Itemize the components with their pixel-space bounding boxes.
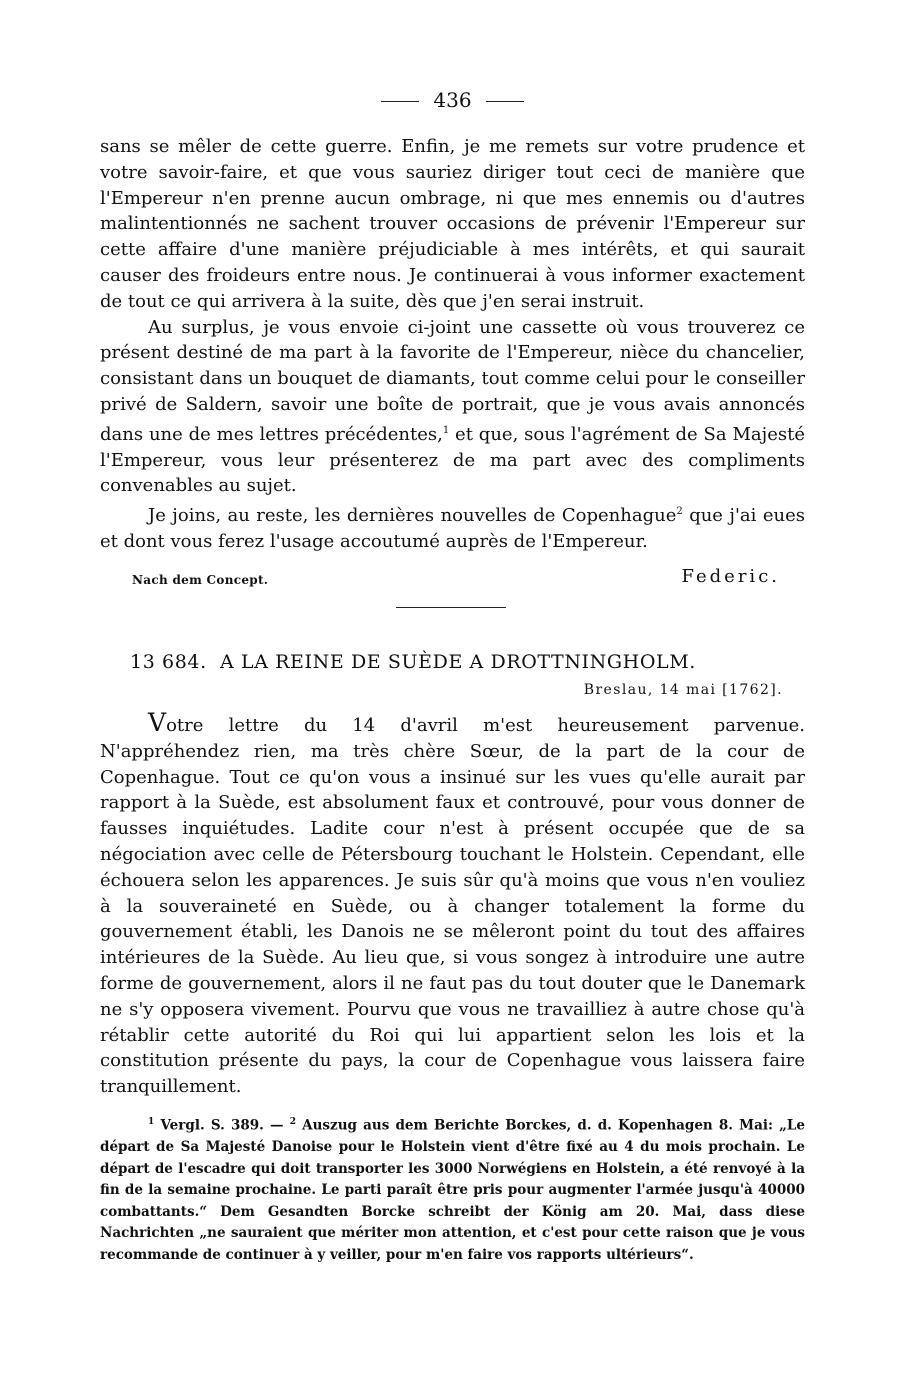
footnote-ref-2: 2 xyxy=(676,506,683,518)
paragraph-2-text-a: Au surplus, je vous envoie ci-joint une cassette où vous trouverez ce présent destiné de ma part à la favorite de l'Empereur, nièce du chancelier, consistant dans un bouquet de diamants, tout comme celui pour le conseiller privé de Saldern, savoir une boîte de portrait, que je vous avais annoncés dans une de mes lettres précédentes, xyxy=(100,316,805,445)
letter-title: A LA REINE DE SUÈDE A DROTTNINGHOLM. xyxy=(220,651,696,673)
letter-text: otre lettre du 14 d'avril m'est heureusement parvenue. N'appréhendez rien, ma très chère Sœur, de la part de la cour de Copenhague. Tout ce qu'on vous a insinué sur les vues qu'elle aurait par rapport à la Suède, est absolument faux et controuvé, pour vous donner de fausses inquiétudes. Ladite cour n'est à présent occupée que de sa négociation avec celle de Pétersbourg touchant le Holstein. Cependant, elle échouera selon les apparences. Je suis sûr qu'à moins que vous n'en vouliez à la souveraineté en Suède, ou à changer totalement la forme du gouvernement établi, les Danois ne se mêleront point du tout des affaires intérieures de la Suède. Au lieu que, si vous songez à introduire une autre forme de gouvernement, alors il ne faut pas du tout douter que le Danemark ne s'y opposera vivement. Pourvu que vous ne travailliez à autre chose qu'à rétablir cette autorité du Roi qui lui appartient selon les lois et la constitution présente du pays, la cour de Copenhague vous laissera faire tranquillement. xyxy=(100,715,805,1098)
page-number: 436 xyxy=(433,88,472,112)
paragraph-1 xyxy=(100,134,805,315)
page-header xyxy=(100,86,805,114)
header-dash-left xyxy=(381,101,419,102)
paragraph-2-text-b: et que, sous l'agrément de Sa Majesté l'Empereur, vous leur présenterez de ma part avec des compliments convenables au sujet. xyxy=(100,423,805,497)
initial-letter: V xyxy=(148,708,167,737)
footnote-marker-1: 1 xyxy=(148,1117,155,1127)
paragraph-1-text: sans se mêler de cette guerre. Enfin, je me remets sur votre prudence et votre savoir-faire, et que vous sauriez diriger tout ceci de manière que l'Empereur n'en prenne aucun ombrage, ni que mes ennemis ou d'autres malintentionnés ne sachent trouver occasions de prévenir l'Empereur sur cette affaire d'une manière préjudiciable à mes intérêts, et qui saurait causer des froideurs entre nous. Je continuerai à vous informer exactement de tout ce qui arrivera à la suite, dès que j'en serai instruit. xyxy=(100,136,805,312)
signature: Federic. xyxy=(681,566,780,587)
paragraph-3-text-a: Je joins, au reste, les dernières nouvelles de Copenhague xyxy=(148,505,677,527)
letter-heading xyxy=(130,648,805,676)
letter-number: 13 684. xyxy=(130,651,207,673)
footnote-2-text: Auszug aus dem Berichte Borckes, d. d. Kopenhagen 8. Mai: „Le départ de Sa Majesté Danoise pour le Holstein vient d'être fixé au 4 du mois prochain. Le départ de l'escadre qui doit transporter les 3000 Norwégiens en Holstein, a été renvoyé à la fin de la semaine prochaine. Le parti paraît être pris pour augmenter l'armée jusqu'à 40000 combattants.“ Dem Gesandten Borcke schreibt der König am 20. Mai, dass diese Nachrichten „ne sauraient que mériter mon attention, et c'est pour cette raison que je vous recommande de continuer à y veiller, pour m'en faire vos rapports ultérieurs“. xyxy=(100,1117,805,1264)
source-note: Nach dem Concept. xyxy=(132,573,269,587)
letter-paragraph xyxy=(100,710,805,1100)
letter-continuation xyxy=(100,134,805,555)
footnotes xyxy=(100,1112,805,1267)
footnote-1-text: Vergl. S. 389. — xyxy=(154,1117,290,1134)
footnote-paragraph xyxy=(100,1112,805,1267)
paragraph-3-text-b: que j'ai eues et dont vous ferez l'usage accoutumé auprès de l'Empereur. xyxy=(100,505,805,552)
header-dash-right xyxy=(486,101,524,102)
letter-body xyxy=(100,710,805,1100)
section-divider xyxy=(396,607,506,608)
dateline: Breslau, 14 mai [1762]. xyxy=(583,682,783,698)
document-page xyxy=(100,0,805,1400)
footnote-marker-2: 2 xyxy=(289,1117,296,1127)
paragraph-3 xyxy=(100,499,805,555)
paragraph-2 xyxy=(100,315,805,500)
signature-row xyxy=(100,566,805,592)
footnote-ref-1: 1 xyxy=(442,424,450,436)
